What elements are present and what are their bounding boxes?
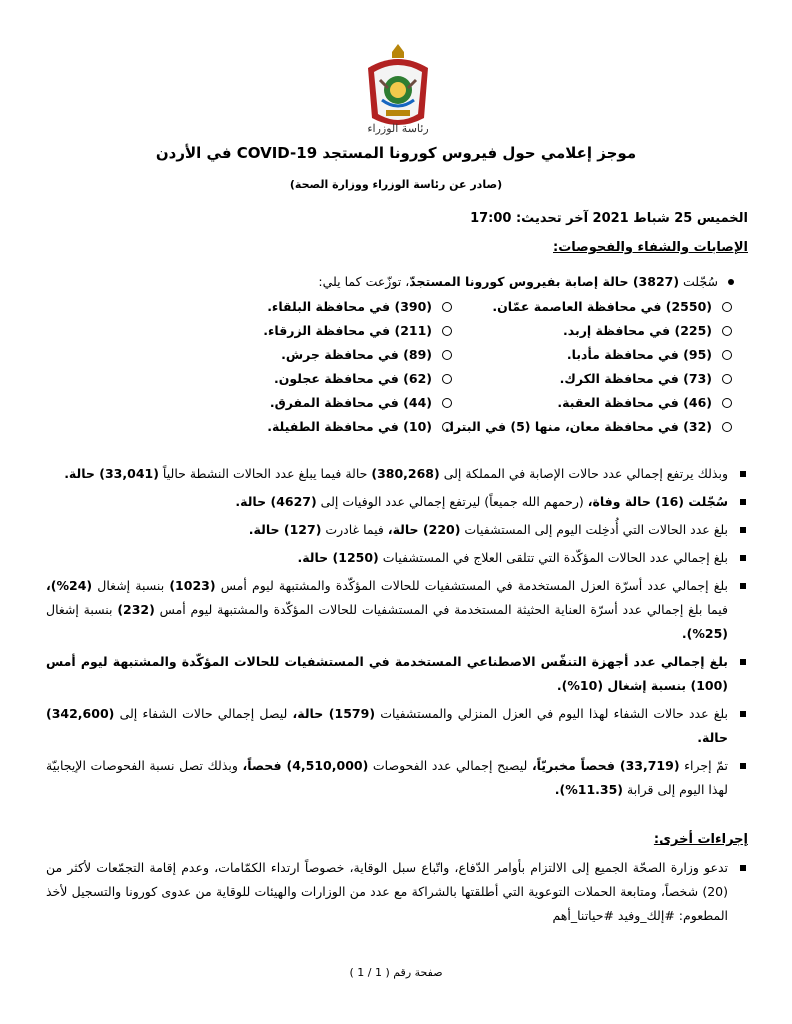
bullet-dot-icon <box>728 279 734 285</box>
section-heading-cases: الإصابات والشفاء والفحوصات: <box>553 240 748 255</box>
circle-bullet-icon <box>722 326 732 336</box>
circle-bullet-icon <box>722 302 732 312</box>
list-item: بلغ إجمالي عدد الحالات المؤكّدة التي تتلقى العلاج في المستشفيات (1250) حالة. <box>46 546 748 570</box>
statistics-list <box>46 462 748 806</box>
list-item: تدعو وزارة الصحّة الجميع إلى الالتزام بأوامر الدّفاع، واتّباع سبل الوقاية، خصوصاً ارتداء الكمّامات، وعدم إقامة التجمّعات لأكثر من (20) شخصاً، ومتابعة الحملات التوعوية التي أطلقتها بالشراكة مع عدد من الوزارات والهيئات للوقاية من عدوى كورونا والتسجيل لأخذ المطعوم: #إلك_وفيد #حياتنا_أهم <box>46 856 748 928</box>
list-item: (211) في محافظة الزرقاء. <box>120 320 452 341</box>
list-item: بلغ إجمالي عدد أسرّة العزل المستخدمة في المستشفيات للحالات المؤكّدة والمشتبهة ليوم أمس (1023) بنسبة إشغال (24%)، فيما بلغ إجمالي عدد أسرّة العناية الحثيثة المستخدمة في المستشفيات للحالات المؤكّدة والمشتبهة ليوم أمس (232) بنسبة إشغال (25%). <box>46 574 748 646</box>
list-item: (89) في محافظة جرش. <box>120 344 452 365</box>
circle-bullet-icon <box>722 374 732 384</box>
list-item: (390) في محافظة البلقاء. <box>120 296 452 317</box>
cases-intro <box>60 274 734 289</box>
list-item: (46) في محافظة العقبة. <box>452 392 732 413</box>
list-item: بلغ عدد حالات الشفاء لهذا اليوم في العزل المنزلي والمستشفيات (1579) حالة، ليصل إجمالي حالات الشفاء إلى (342,600) حالة. <box>46 702 748 750</box>
circle-bullet-icon <box>722 350 732 360</box>
circle-bullet-icon <box>442 422 452 432</box>
list-item: (73) في محافظة الكرك. <box>452 368 732 389</box>
list-item: بلغ إجمالي عدد أجهزة التنفّس الاصطناعي المستخدمة في المستشفيات للحالات المؤكّدة والمشتبهة ليوم أمس (100) بنسبة إشغال (10%). <box>46 650 748 698</box>
circle-bullet-icon <box>442 374 452 384</box>
page-number: صفحة رقم ( 1 / 1 ) <box>349 966 443 979</box>
governorate-list <box>120 296 732 437</box>
list-item: تمّ إجراء (33,719) فحصاً مخبريّاً، ليصبح إجمالي عدد الفحوصات (4,510,000) فحصاً، وبذلك تصل نسبة الفحوصات الإيجابيّة لهذا اليوم إلى قرابة (11.35%). <box>46 754 748 802</box>
page-title: موجز إعلامي حول فيروس كورونا المستجد COVID-19 في الأردن <box>155 144 637 162</box>
seal-caption: رئاسة الوزراء <box>367 122 429 135</box>
circle-bullet-icon <box>442 326 452 336</box>
list-item: (95) في محافظة مأدبا. <box>452 344 732 365</box>
circle-bullet-icon <box>442 302 452 312</box>
list-item: سُجّلت (16) حالة وفاة، (رحمهم الله جميعاً) ليرتفع إجمالي عدد الوفيات إلى (4627) حالة. <box>46 490 748 514</box>
date-line: الخميس 25 شباط 2021 آخر تحديث: 17:00 <box>470 211 748 226</box>
circle-bullet-icon <box>722 422 732 432</box>
list-item: وبذلك يرتفع إجمالي عدد حالات الإصابة في المملكة إلى (380,268) حالة فيما يبلغ عدد الحالات النشطة حالياً (33,041) حالة. <box>46 462 748 486</box>
section-heading-other: إجراءات أخرى: <box>653 832 748 847</box>
list-item: (44) في محافظة المفرق. <box>120 392 452 413</box>
page-subtitle: (صادر عن رئاسة الوزراء ووزارة الصحة) <box>289 178 503 191</box>
cases-intro-text: سُجّلت (3827) حالة إصابة بفيروس كورونا المستجدّ، توزّعت كما يلي: <box>318 274 718 289</box>
circle-bullet-icon <box>722 398 732 408</box>
list-item: (32) في محافظة معان، منها (5) في البترا. <box>452 416 732 437</box>
other-measures <box>46 856 748 932</box>
list-item: (2550) في محافظة العاصمة عمّان. <box>452 296 732 317</box>
circle-bullet-icon <box>442 398 452 408</box>
list-item: (62) في محافظة عجلون. <box>120 368 452 389</box>
list-item: (225) في محافظة إربد. <box>452 320 732 341</box>
list-item: (10) في محافظة الطفيلة. <box>120 416 452 437</box>
circle-bullet-icon <box>442 350 452 360</box>
list-item: بلغ عدد الحالات التي أُدخِلت اليوم إلى المستشفيات (220) حالة، فيما غادرت (127) حالة. <box>46 518 748 542</box>
